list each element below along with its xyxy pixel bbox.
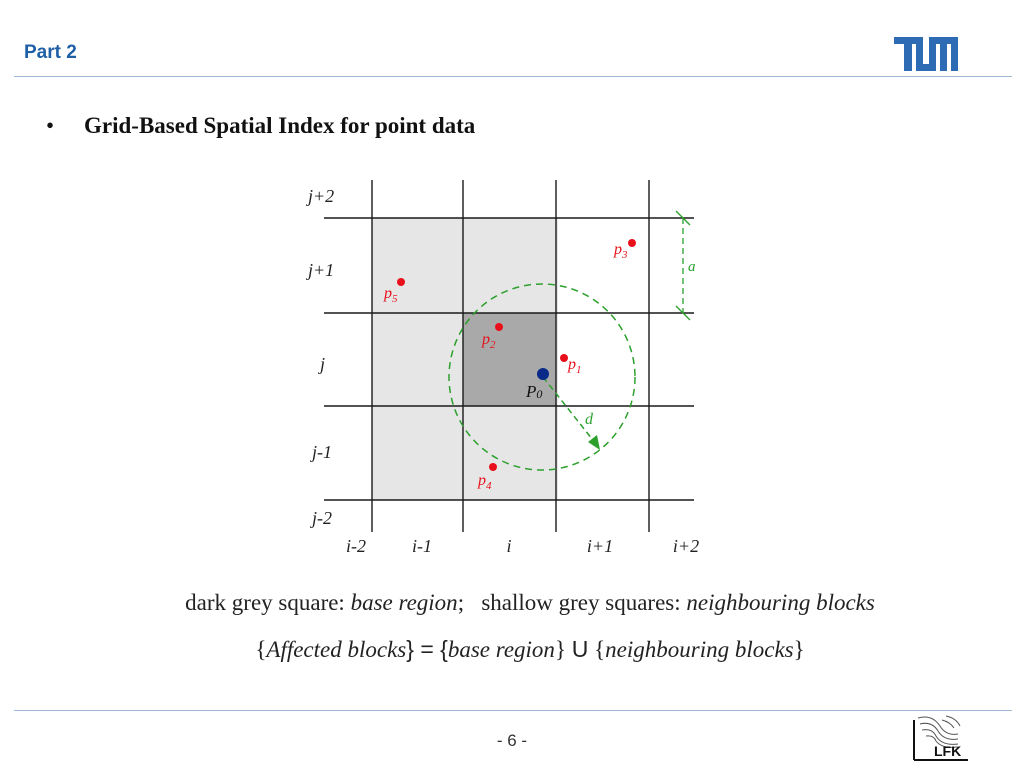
brace: { — [255, 637, 267, 662]
row-label: j+2 — [308, 186, 335, 206]
brace: } — [793, 637, 805, 662]
caption-term: base region — [447, 637, 555, 662]
label-p3: $p_3$ — [614, 241, 628, 261]
bullet-text: Grid-Based Spatial Index for point data — [84, 113, 476, 138]
point-p3 — [628, 239, 636, 247]
caption-text: dark grey square: — [185, 590, 351, 615]
bullet-symbol: • — [46, 113, 55, 138]
grid-index-diagram — [296, 172, 726, 564]
radius-arrowhead — [588, 435, 600, 450]
formula-caption — [0, 636, 1024, 663]
row-label: j-2 — [312, 508, 332, 528]
page-number: - 6 - — [496, 731, 528, 750]
equals-sign: } = { — [406, 636, 448, 662]
point-p4 — [489, 463, 497, 471]
caption-term: neighbouring blocks — [605, 637, 794, 662]
union-symbol: U — [571, 636, 589, 662]
label-p2: $p_2$ — [482, 331, 496, 351]
distance-label: d — [585, 411, 593, 428]
caption-term: Affected blocks — [266, 637, 407, 662]
col-label: i+1 — [586, 536, 614, 556]
caption-term: base region — [350, 590, 458, 615]
label-p4: $p_4$ — [478, 472, 492, 492]
row-label: j-1 — [312, 442, 332, 462]
point-p5 — [397, 278, 405, 286]
bullet-item — [46, 113, 475, 139]
footer-divider — [14, 710, 1012, 711]
section-title: Part 2 — [24, 42, 77, 63]
row-label: j+1 — [308, 260, 335, 280]
legend-caption — [0, 590, 1024, 616]
lfk-logo — [912, 714, 972, 764]
label-p0: P0 — [526, 382, 543, 401]
brace: { — [588, 637, 606, 662]
query-point-p0 — [537, 368, 549, 380]
caption-term: neighbouring blocks — [686, 590, 875, 615]
cell-size-label: a — [688, 259, 696, 275]
col-label: i+2 — [672, 536, 700, 556]
row-label: j — [320, 354, 326, 374]
brace: } — [554, 637, 572, 662]
point-p1 — [560, 354, 568, 362]
lfk-logo-text: LFK — [934, 743, 962, 759]
point-p2 — [495, 323, 503, 331]
col-label: i-2 — [346, 536, 366, 556]
col-label: i-1 — [412, 536, 432, 556]
label-p5: $p_5$ — [384, 285, 398, 305]
caption-text: ; shallow grey squares: — [457, 590, 687, 615]
header-divider — [14, 76, 1012, 77]
tum-logo — [894, 37, 958, 71]
col-label: i — [506, 536, 512, 556]
label-p1: $p_1$ — [568, 356, 582, 376]
